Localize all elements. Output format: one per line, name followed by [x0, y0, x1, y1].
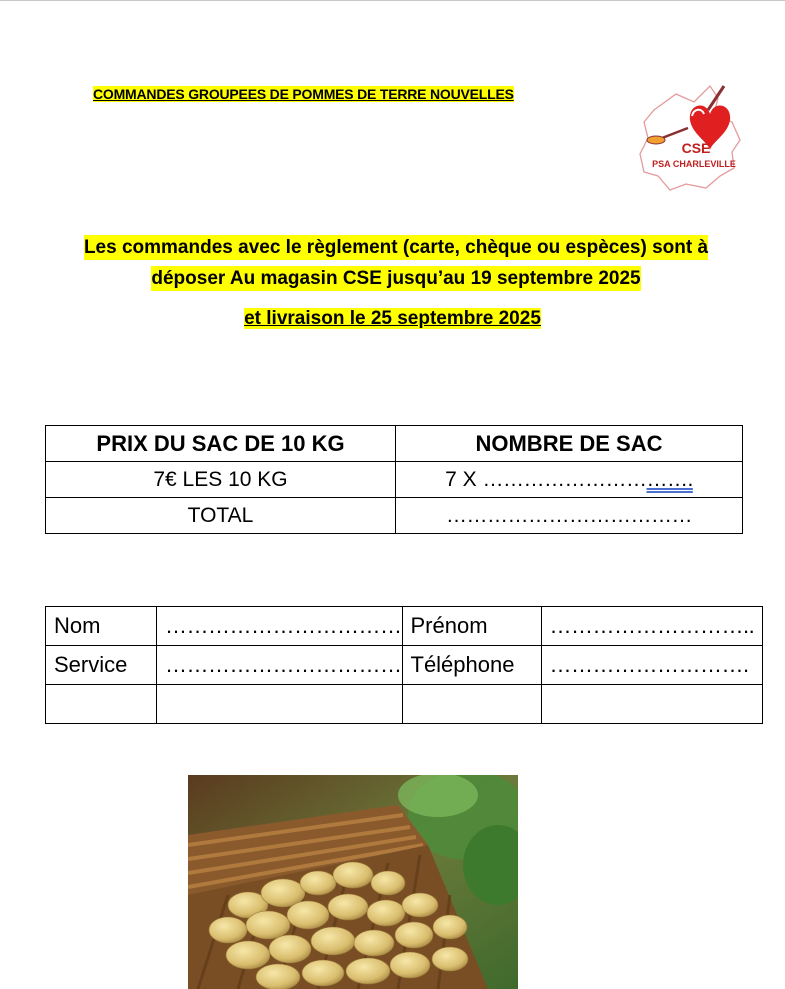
table-row	[46, 607, 763, 646]
empty-cell[interactable]	[541, 685, 763, 724]
price-header: PRIX DU SAC DE 10 KG	[46, 426, 396, 462]
service-label: Service	[46, 646, 157, 685]
intro-paragraph	[40, 232, 752, 294]
table-row	[46, 685, 763, 724]
table-row	[46, 646, 763, 685]
prenom-label: Prénom	[402, 607, 541, 646]
qty-prefix: 7 X	[445, 467, 483, 491]
telephone-field[interactable]: ……………………….	[541, 646, 763, 685]
logo-cse-text: CSE	[681, 140, 711, 156]
qty-header: NOMBRE DE SAC	[396, 426, 743, 462]
telephone-label: Téléphone	[402, 646, 541, 685]
price-cell: 7€ LES 10 KG	[46, 462, 396, 498]
contact-table	[45, 606, 763, 724]
prenom-field[interactable]: ………………………..	[541, 607, 763, 646]
qty-dots-underlined: …….	[646, 467, 693, 491]
empty-cell[interactable]	[402, 685, 541, 724]
heart-ladle-map-icon	[636, 80, 744, 192]
qty-cell[interactable]	[396, 462, 743, 498]
page-title: COMMANDES GROUPEES DE POMMES DE TERRE NOUVELLES	[93, 86, 514, 102]
table-row	[46, 462, 743, 498]
total-cell[interactable]: ………………………………	[396, 498, 743, 534]
qty-dots: ……………………	[482, 467, 647, 491]
intro-line-2: déposer Au magasin CSE jusqu’au 19 septembre 2025	[151, 268, 641, 289]
potato-basket-photo	[188, 775, 518, 989]
table-row	[46, 426, 743, 462]
delivery-line	[0, 308, 785, 330]
page-top-border	[0, 0, 785, 1]
nom-field[interactable]: ……………………………	[157, 607, 403, 646]
intro-line-1: Les commandes avec le règlement (carte, chèque ou espèces) sont à	[83, 237, 709, 258]
delivery-text: et livraison le 25 septembre 2025	[244, 308, 541, 329]
cse-logo	[636, 80, 744, 192]
potato-basket-image	[188, 775, 518, 989]
nom-label: Nom	[46, 607, 157, 646]
total-label: TOTAL	[46, 498, 396, 534]
empty-cell[interactable]	[46, 685, 157, 724]
price-table	[45, 425, 743, 534]
service-field[interactable]: ……………………………	[157, 646, 403, 685]
empty-cell[interactable]	[157, 685, 403, 724]
table-row	[46, 498, 743, 534]
logo-psa-text: PSA CHARLEVILLE	[652, 159, 736, 169]
